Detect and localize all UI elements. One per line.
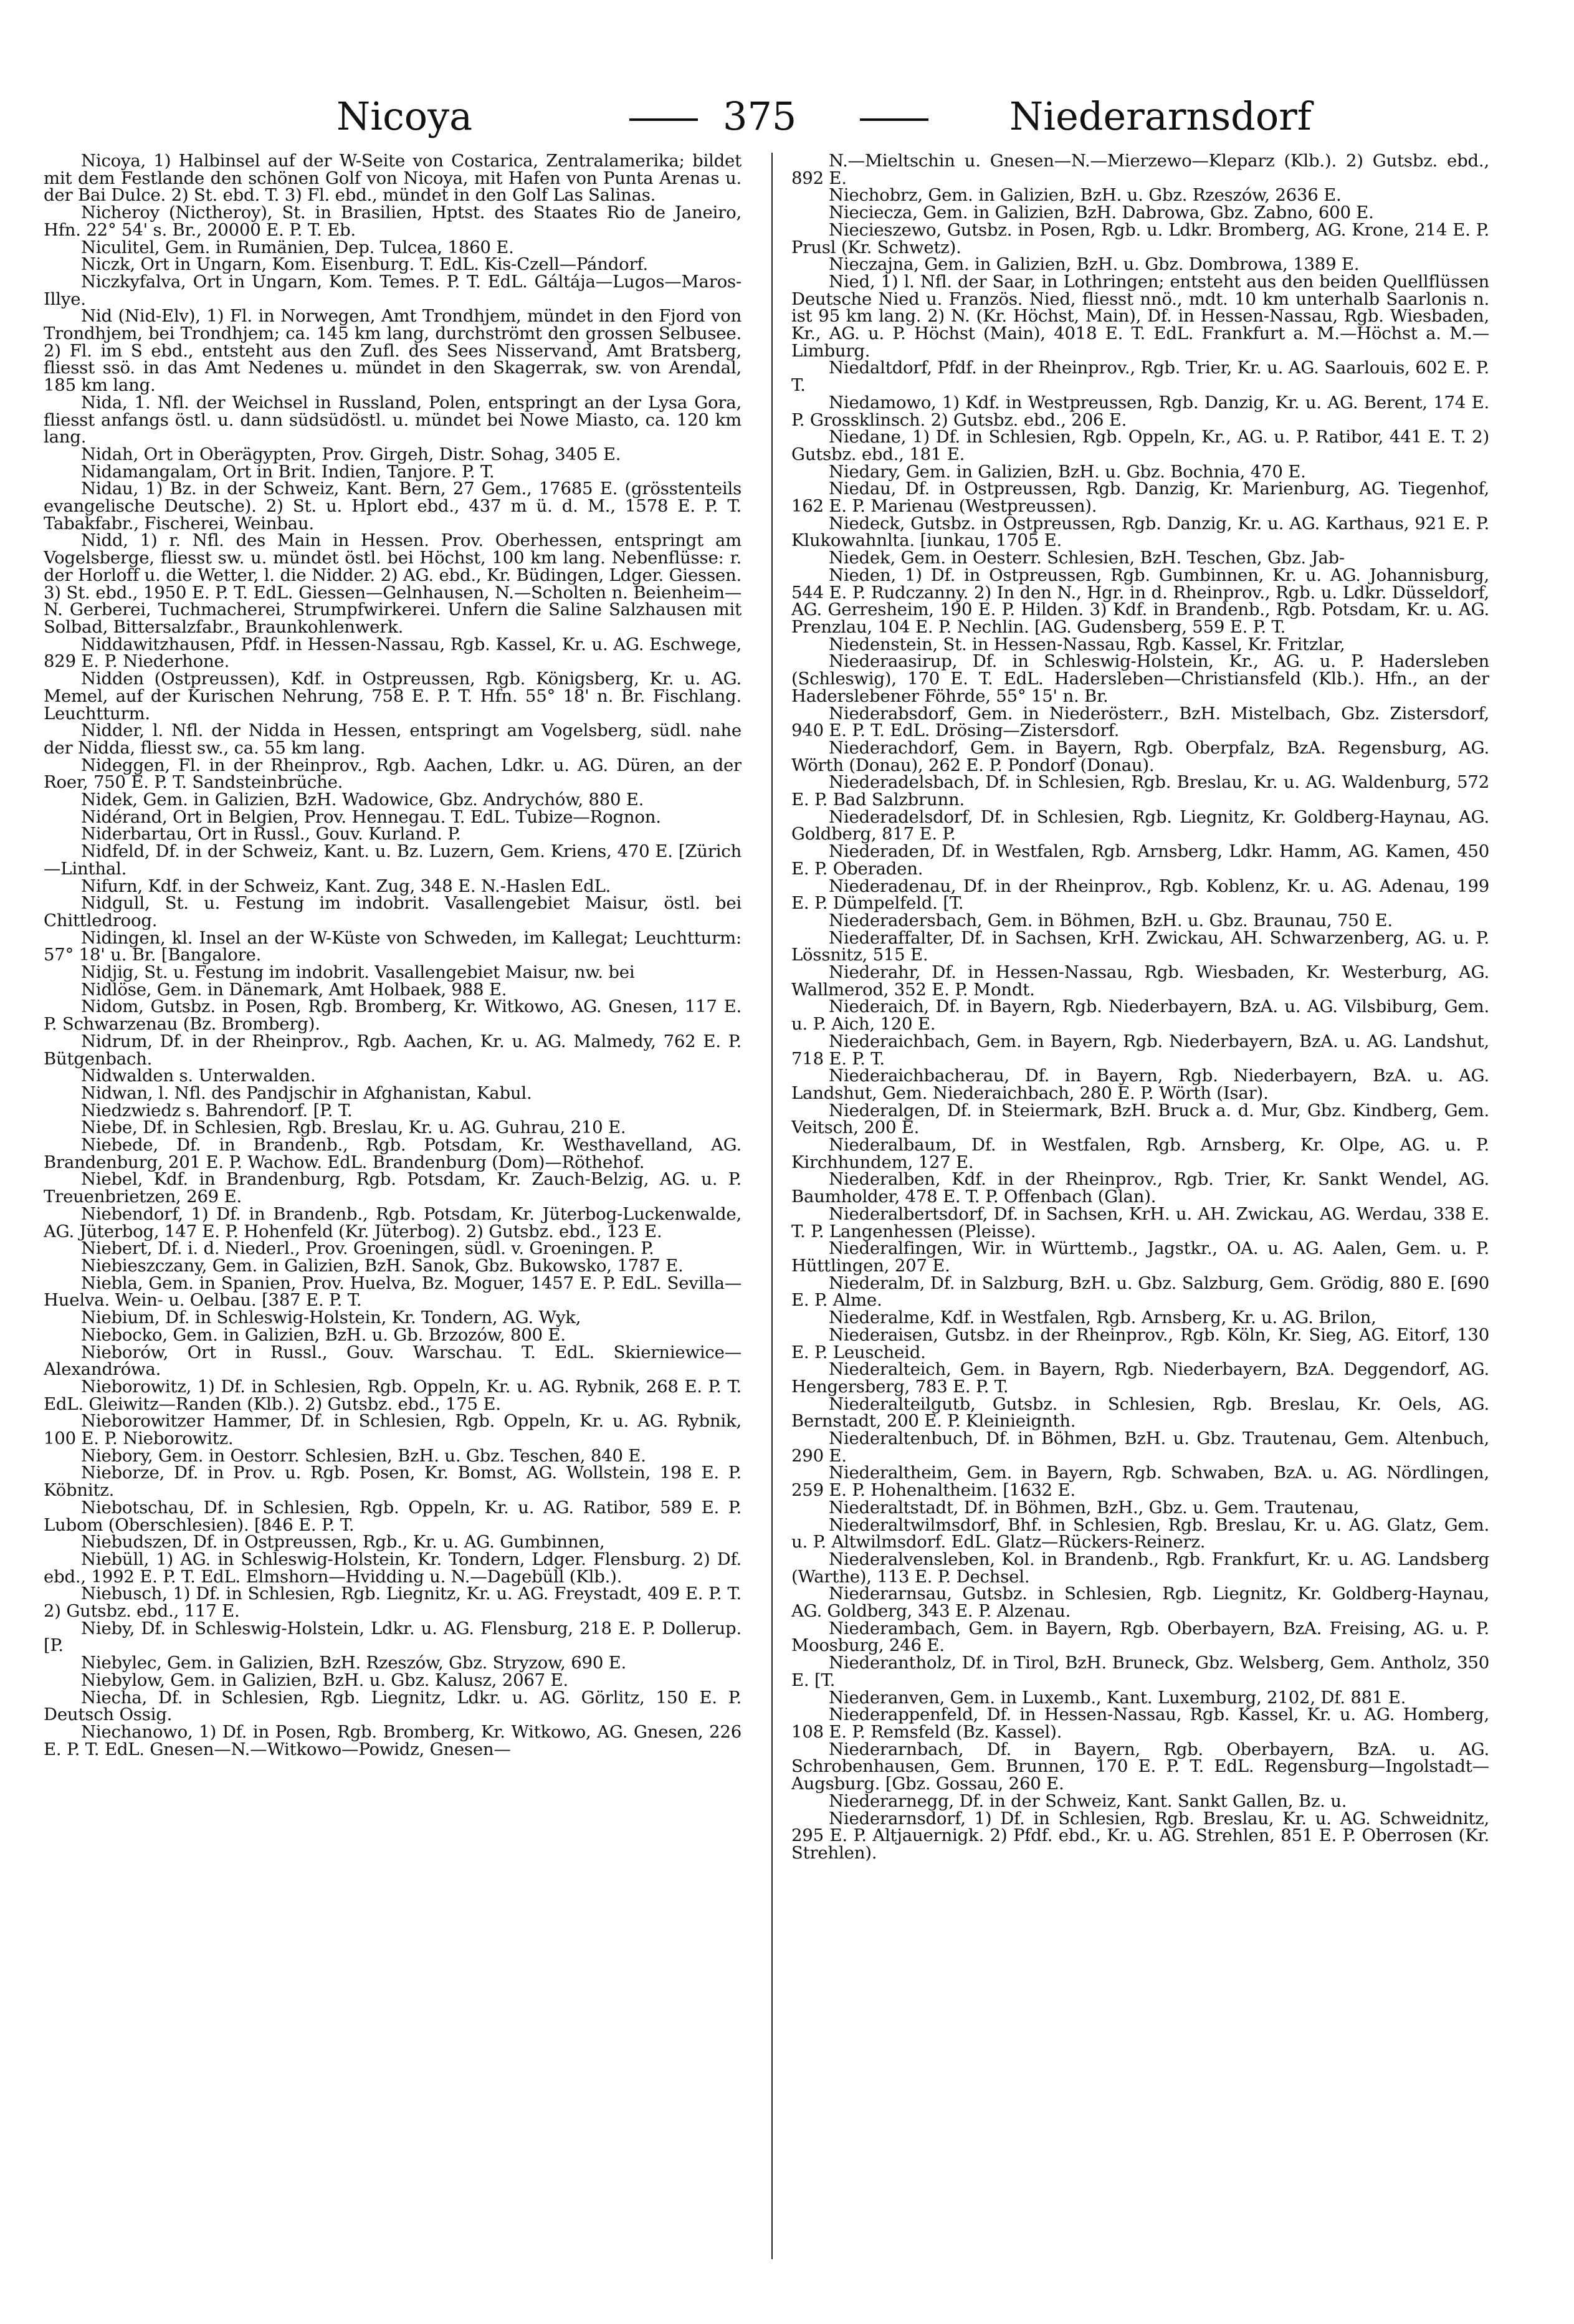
dictionary-entry: Niedau, Df. in Ostpreussen, Rgb. Danzig, Kr. Marienburg, AG. Tiegenhof, 162 E. P. Marienau (Westpreussen). bbox=[791, 479, 1489, 517]
dictionary-entry: Niederaden, Df. in Westfalen, Rgb. Arnsberg, Ldkr. Hamm, AG. Kamen, 450 E. P. Oberaden. bbox=[791, 841, 1489, 879]
right-column bbox=[791, 153, 1489, 2259]
dictionary-entry: Niczkyfalva, Ort in Ungarn, Kom. Temes. P. T. EdL. Gáltája—Lugos—Maros-Illye. bbox=[44, 271, 742, 309]
dictionary-entry: Niebüll, 1) AG. in Schleswig-Holstein, Kr. Tondern, Ldger. Flensburg. 2) Df. ebd., 1992 E. P. T. EdL. Elmshorn—Hvidding u. N.—Dagebüll (Klb.). bbox=[44, 1549, 742, 1587]
dictionary-entry: Niebert, Df. i. d. Niederl., Prov. Groeningen, südl. v. Groeningen. P. bbox=[81, 1238, 654, 1259]
dictionary-entry: Niedenstein, St. in Hessen-Nassau, Rgb. Kassel, Kr. Fritzlar, bbox=[829, 634, 1345, 654]
dictionary-entry: Nidgull, St. u. Festung im indobrit. Vasallengebiet Maisur, östl. bei Chittledroog. bbox=[44, 893, 742, 930]
dictionary-entry: Niebendorf, 1) Df. in Brandenb., Rgb. Potsdam, Kr. Jüterbog-Luckenwalde, AG. Jüterbog, 147 E. P. Hohenfeld (Kr. Jüterbog). 2) Gutsbz. ebd., 123 E. bbox=[44, 1203, 742, 1241]
dictionary-entry: Niebylow, Gem. in Galizien, BzH. u. Gbz. Kalusz, 2067 E. bbox=[81, 1670, 568, 1690]
dictionary-entry: Niederadenau, Df. in der Rheinprov., Rgb. Koblenz, Kr. u. AG. Adenau, 199 E. P. Dümpelfeld. [T. bbox=[791, 876, 1489, 914]
dictionary-entry: Niederalme, Kdf. in Westfalen, Rgb. Arnsberg, Kr. u. AG. Brilon, bbox=[829, 1308, 1376, 1328]
dictionary-entry: Niecieczа, Gem. in Galizien, BzH. Dabrowa, Gbz. Zabno, 600 E. bbox=[829, 203, 1374, 223]
dictionary-entry: Nidjig, St. u. Festung im indobrit. Vasallengebiet Maisur, nw. bei bbox=[81, 962, 635, 983]
dictionary-entry: Niederaasirup, Df. in Schleswig-Holstein, Kr., AG. u. P. Hadersleben (Schleswig), 170 E. T. EdL. Hadersleben—Christiansfeld (Klb.). Hfn., an der Haderslebener Föhrde, 55° 15' n. Br. bbox=[791, 651, 1489, 706]
dictionary-entry: Nidwalden s. Unterwalden. bbox=[81, 1066, 316, 1086]
dictionary-entry: Nidérand, Ort in Belgien, Prov. Hennegau. T. EdL. Tubize—Rognon. bbox=[81, 806, 661, 827]
left-running-head: Nicoya bbox=[336, 93, 473, 139]
dash-right bbox=[860, 118, 928, 121]
dictionary-entry: Niebusch, 1) Df. in Schlesien, Rgb. Liegnitz, Kr. u. AG. Freystadt, 409 E. P. T. 2) Gutsbz. ebd., 117 E. bbox=[44, 1584, 742, 1622]
dictionary-entry: Niederaltenbuch, Df. in Böhmen, BzH. u. Gbz. Trautenau, Gem. Altenbuch, 290 E. bbox=[791, 1428, 1489, 1466]
dictionary-entry: Niederarnbach, Df. in Bayern, Rgb. Oberbayern, BzA. u. AG. Schrobenhausen, Gem. Brunnen, 170 E. P. T. EdL. Regensburg—Ingolstadt—Augsburg. [Gbz. Gossau, 260 E. bbox=[791, 1739, 1489, 1794]
dictionary-entry: Niedamowo, 1) Kdf. in Westpreussen, Rgb. Danzig, Kr. u. AG. Berent, 174 E. P. Grossklinsch. 2) Gutsbz. ebd., 206 E. bbox=[791, 392, 1489, 430]
dictionary-entry: Niederaisen, Gutsbz. in der Rheinprov., Rgb. Köln, Kr. Sieg, AG. Eitorf, 130 E. P. Leuscheid. bbox=[791, 1324, 1489, 1362]
dictionary-entry: Nidamangalam, Ort in Brit. Indien, Tanjore. P. T. bbox=[81, 461, 495, 482]
dictionary-entry: Nideggen, Fl. in der Rheinprov., Rgb. Aachen, Ldkr. u. AG. Düren, an der Roer, 750 E. P. T. Sandsteinbrüche. bbox=[44, 755, 742, 793]
dictionary-entry: Niebudszen, Df. in Ostpreussen, Rgb., Kr. u. AG. Gumbinnen, bbox=[81, 1532, 605, 1552]
dictionary-entry: Nied, 1) l. Nfl. der Saar, in Lothringen; entsteht aus den beiden Quellflüssen Deutsche Nied u. Französ. Nied, fliesst nnö., mdt. 10 km unterhalb Saarlonis n. ist 95 km lang. 2) N. (Kr. Höchst, Main), Df. in Hessen-Nassau, Rgb. Wiesbaden, Kr., AG. u. P. Höchst (Main), 4018 E. T. EdL. Frankfurt a. M.—Höchst a. M.—Limburg. bbox=[791, 271, 1489, 361]
dictionary-entry: Niedaltdorf, Pfdf. in der Rheinprov., Rgb. Trier, Kr. u. AG. Saarlouis, 602 E. P. T. bbox=[791, 358, 1489, 396]
dictionary-entry: Niederachdorf, Gem. in Bayern, Rgb. Oberpfalz, BzA. Regensburg, AG. Wörth (Donau), 262 E. P. Pondorf (Donau). bbox=[791, 737, 1489, 775]
dictionary-entry: Nidden (Ostpreussen), Kdf. in Ostpreussen, Rgb. Königsberg, Kr. u. AG. Memel, auf der Kurischen Nehrung, 758 E. P. T. Hfn. 55° 18' n. Br. Fischlang. Leuchtturm. bbox=[44, 669, 742, 724]
dictionary-entry: Nidwan, l. Nfl. des Pandjschir in Afghanistan, Kabul. bbox=[81, 1083, 532, 1103]
dictionary-entry: Niecieszewo, Gutsbz. in Posen, Rgb. u. Ldkr. Bromberg, AG. Krone, 214 E. P. Prusl (Kr. Schwetz). bbox=[791, 219, 1489, 257]
dictionary-entry: Nicheroy (Nictheroy), St. in Brasilien, Hptst. des Staates Rio de Janeiro, Hfn. 22° 54' s. Br., 20000 E. P. T. Eb. bbox=[44, 203, 742, 240]
dictionary-entry: Nidau, 1) Bz. in der Schweiz, Kant. Bern, 27 Gem., 17685 E. (grösstenteils evangelische Deutsche). 2) St. u. Hplort ebd., 437 m ü. d. M., 1578 E. P. T. Tabakfabr., Fischerei, Weinbau. bbox=[44, 479, 742, 533]
dictionary-entry: Niechanowo, 1) Df. in Posen, Rgb. Bromberg, Kr. Witkowo, AG. Gnesen, 226 E. P. T. EdL. Gnesen—N.—Witkowo—Powidz, Gnesen— bbox=[44, 1721, 742, 1759]
dictionary-entry: Niederalfingen, Wir. in Württemb., Jagstkr., OA. u. AG. Aalen, Gem. u. P. Hüttlingen, 207 E. bbox=[791, 1238, 1489, 1276]
dictionary-entry: Nidah, Ort in Oberägypten, Prov. Girgeh, Distr. Sohag, 3405 E. bbox=[81, 444, 621, 464]
dictionary-entry: Niederaltwilmsdorf, Bhf. in Schlesien, Rgb. Breslau, Kr. u. AG. Glatz, Gem. u. P. Altwilmsdorf. EdL. Glatz—Rückers-Reinerz. bbox=[791, 1514, 1489, 1552]
dictionary-entry: Niederaichbacherau, Df. in Bayern, Rgb. Niederbayern, BzA. u. AG. Landshut, Gem. Niederaichbach, 280 E. P. Wörth (Isar). bbox=[791, 1066, 1489, 1103]
dictionary-entry: Niederadelsbach, Df. in Schlesien, Rgb. Breslau, Kr. u. AG. Waldenburg, 572 E. P. Bad Salzbrunn. bbox=[791, 772, 1489, 810]
dictionary-entry: N.—Mieltschin u. Gnesen—N.—Mierzewo—Kleparz (Klb.). 2) Gutsbz. ebd., 892 E. bbox=[791, 153, 1489, 188]
dictionary-entry: Niederaichbach, Gem. in Bayern, Rgb. Niederbayern, BzA. u. AG. Landshut, 718 E. P. T. bbox=[791, 1031, 1489, 1069]
dictionary-entry: Niczk, Ort in Ungarn, Kom. Eisenburg. T. EdL. Kis-Czell—Pándorf. bbox=[81, 254, 648, 275]
column-divider bbox=[771, 153, 773, 2259]
dictionary-entry: Nidingen, kl. Insel an der W-Küste von Schweden, im Kallegat; Leuchtturm: 57° 18' u. Br. [Bangalore. bbox=[44, 927, 742, 965]
dictionary-entry: Nieczajna, Gem. in Galizien, BzH. u. Gbz. Dombrowa, 1389 E. bbox=[829, 254, 1360, 275]
dictionary-entry: Nieborze, Df. in Prov. u. Rgb. Posen, Kr. Bomst, AG. Wollstein, 198 E. P. Köbnitz. bbox=[44, 1463, 742, 1501]
dictionary-entry: Niederalben, Kdf. in der Rheinprov., Rgb. Trier, Kr. Sankt Wendel, AG. Baumholder, 478 E. T. P. Offenbach (Glan). bbox=[791, 1169, 1489, 1207]
dictionary-entry: Nieborów, Ort in Russl., Gouv. Warschau. T. EdL. Skierniewice—Alexandrówa. bbox=[44, 1342, 742, 1380]
dictionary-entry: Niebocko, Gem. in Galizien, BzH. u. Gb. Brzozów, 800 E. bbox=[81, 1324, 566, 1345]
dictionary-entry: Niebium, Df. in Schleswig-Holstein, Kr. Tondern, AG. Wyk, bbox=[81, 1308, 581, 1328]
dictionary-entry: Niederalbaum, Df. in Westfalen, Rgb. Arnsberg, Kr. Olpe, AG. u. P. Kirchhundem, 127 E. bbox=[791, 1135, 1489, 1172]
dictionary-entry: Niebe, Df. in Schlesien, Rgb. Breslau, Kr. u. AG. Guhrau, 210 E. bbox=[81, 1117, 626, 1138]
dictionary-entry: Niedeck, Gutsbz. in Ostpreussen, Rgb. Danzig, Kr. u. AG. Karthaus, 921 E. P. Klukowahnlta. [iunkau, 1705 E. bbox=[791, 513, 1489, 551]
dictionary-entry: Nieden, 1) Df. in Ostpreussen, Rgb. Gumbinnen, Kr. u. AG. Johannisburg, 544 E. P. Rudczanny. 2) In den N., Hgr. in d. Rheinprov., Rgb. u. Ldkr. Düsseldorf, AG. Gerresheim, 190 E. P. Hilden. 3) Kdf. in Brandenb., Rgb. Potsdam, Kr. u. AG. Prenzlau, 104 E. P. Nechlin. [AG. Gudensberg, 559 E. P. T. bbox=[791, 565, 1489, 637]
dictionary-entry: Niedane, 1) Df. in Schlesien, Rgb. Oppeln, Kr., AG. u. P. Ratibor, 441 E. T. 2) Gutsbz. ebd., 181 E. bbox=[791, 427, 1489, 464]
dictionary-entry: Niederalteich, Gem. in Bayern, Rgb. Niederbayern, BzA. Deggendorf, AG. Hengersberg, 783 E. P. T. bbox=[791, 1359, 1489, 1397]
dictionary-entry: Nida, 1. Nfl. der Weichsel in Russland, Polen, entspringt an der Lysa Gora, fliesst anfangs östl. u. dann südsüdöstl. u. mündet bei Nowe Miasto, ca. 120 km lang. bbox=[44, 392, 742, 447]
dictionary-entry: Niederahr, Df. in Hessen-Nassau, Rgb. Wiesbaden, Kr. Westerburg, AG. Wallmerod, 352 E. P. Mondt. bbox=[791, 962, 1489, 1000]
dictionary-entry: Niebieszczany, Gem. in Galizien, BzH. Sanok, Gbz. Bukowsko, 1787 E. bbox=[81, 1256, 684, 1276]
dictionary-entry: Niederabsdorf, Gem. in Niederösterr., BzH. Mistelbach, Gbz. Zistersdorf, 940 E. P. T. EdL. Drösing—Zistersdorf. bbox=[791, 703, 1489, 741]
dictionary-entry: Niederalteilgutb, Gutsbz. in Schlesien, Rgb. Breslau, Kr. Oels, AG. Bernstadt, 200 E. P. Kleinieignth. bbox=[791, 1394, 1489, 1432]
dictionary-entry: Nieborowitzer Hammer, Df. in Schlesien, Rgb. Oppeln, Kr. u. AG. Rybnik, 100 E. P. Nieborowitz. bbox=[44, 1411, 742, 1449]
right-running-head: Niederarnsdorf bbox=[1009, 93, 1312, 139]
dictionary-entry: Niederarnegg, Df. in der Schweiz, Kant. Sankt Gallen, Bz. u. bbox=[829, 1791, 1347, 1811]
dictionary-entry: Niebede, Df. in Brandenb., Rgb. Potsdam, Kr. Westhavelland, AG. Brandenburg, 201 E. P. Wachow. EdL. Brandenburg (Dom)—Röthehof. bbox=[44, 1135, 742, 1172]
dictionary-entry: Niederaltstadt, Df. in Böhmen, BzH., Gbz. u. Gem. Trautenau, bbox=[829, 1497, 1360, 1518]
dictionary-entry: Niedek, Gem. in Oesterr. Schlesien, BzH. Teschen, Gbz. Jab- bbox=[829, 548, 1345, 568]
dictionary-entry: Niederalm, Df. in Salzburg, BzH. u. Gbz. Salzburg, Gem. Grödig, 880 E. [690 E. P. Alme. bbox=[791, 1273, 1489, 1311]
dictionary-entry: Niederadersbach, Gem. in Böhmen, BzH. u. Gbz. Braunau, 750 E. bbox=[829, 910, 1393, 930]
dictionary-entry: Niederambach, Gem. in Bayern, Rgb. Oberbayern, BzA. Freising, AG. u. P. Moosburg, 246 E. bbox=[791, 1618, 1489, 1656]
dictionary-entry: Niederalbertsdorf, Df. in Sachsen, KrH. u. AH. Zwickau, AG. Werdau, 338 E. T. P. Langenhessen (Pleisse). bbox=[791, 1203, 1489, 1241]
dictionary-entry: Nidder, l. Nfl. der Nidda in Hessen, entspringt am Vogelsberg, südl. nahe der Nidda, fliesst sw., ca. 55 km lang. bbox=[44, 720, 742, 758]
dictionary-entry: Niederappenfeld, Df. in Hessen-Nassau, Rgb. Kassel, Kr. u. AG. Homberg, 108 E. P. Remsfeld (Bz. Kassel). bbox=[791, 1705, 1489, 1742]
dictionary-entry: Niederaffalter, Df. in Sachsen, KrH. Zwickau, AH. Schwarzenberg, AG. u. P. Lössnitz, 515 E. bbox=[791, 927, 1489, 965]
dictionary-entry: Niebory, Gem. in Oestorr. Schlesien, BzH. u. Gbz. Teschen, 840 E. bbox=[81, 1445, 646, 1466]
dictionary-entry: Nifurn, Kdf. in der Schweiz, Kant. Zug, 348 E. N.-Haslen EdL. bbox=[81, 876, 611, 896]
dictionary-entry: Niebotschau, Df. in Schlesien, Rgb. Oppeln, Kr. u. AG. Ratibor, 589 E. P. Lubom (Oberschlesien). [846 E. P. T. bbox=[44, 1497, 742, 1535]
page-header bbox=[274, 93, 1333, 162]
page-number: 375 bbox=[723, 93, 797, 139]
dictionary-entry: Nidrum, Df. in der Rheinprov., Rgb. Aachen, Kr. u. AG. Malmedy, 762 E. P. Bütgenbach. bbox=[44, 1031, 742, 1069]
dictionary-entry: Nieby, Df. in Schleswig-Holstein, Ldkr. u. AG. Flensburg, 218 E. P. Dollerup. [P. bbox=[44, 1618, 742, 1656]
dictionary-entry: Niederalgen, Df. in Steiermark, BzH. Bruck a. d. Mur, Gbz. Kindberg, Gem. Veitsch, 200 E. bbox=[791, 1100, 1489, 1138]
dictionary-entry: Nicoya, 1) Halbinsel auf der W-Seite von Costarica, Zentralamerika; bildet mit dem Festlande den schönen Golf von Nicoya, mit Hafen von Punta Arenas u. der Bai Dulce. 2) St. ebd. T. 3) Fl. ebd., mündet in den Golf Las Salinas. bbox=[44, 153, 742, 206]
dictionary-entry: Nidek, Gem. in Galizien, BzH. Wadowice, Gbz. Andrychów, 880 E. bbox=[81, 790, 644, 810]
dictionary-entry: Niddawitzhausen, Pfdf. in Hessen-Nassau, Rgb. Kassel, Kr. u. AG. Eschwege, 829 E. P. Niederhone. bbox=[44, 634, 742, 672]
dictionary-entry: Nidd, 1) r. Nfl. des Main in Hessen. Prov. Oberhessen, entspringt am Vogelsberge, fliesst sw. u. mündet östl. bei Höchst, 100 km lang. Nebenflüsse: r. der Horloff u. die Wetter, l. die Nidder. 2) AG. ebd., Kr. Büdingen, Ldger. Giessen. 3) St. ebd., 1950 E. P. T. EdL. Giessen—Gelnhausen, N.—Scholten n. Beienheim—N. Gerberei, Tuchmacherei, Strumpfwirkerei. Unfern die Saline Salzhausen mit Solbad, Bittersalzfabr., Braunkohlenwerk. bbox=[44, 530, 742, 637]
dictionary-entry: Nidfeld, Df. in der Schweiz, Kant. u. Bz. Luzern, Gem. Kriens, 470 E. [Zürich—Linthal. bbox=[44, 841, 742, 879]
dictionary-entry: Niedary, Gem. in Galizien, BzH. u. Gbz. Bochnia, 470 E. bbox=[829, 461, 1306, 482]
dictionary-entry: Niderbartau, Ort in Russl., Gouv. Kurland. P. bbox=[81, 824, 461, 844]
dictionary-entry: Nieborowitz, 1) Df. in Schlesien, Rgb. Oppeln, Kr. u. AG. Rybnik, 268 E. P. T. EdL. Gleiwitz—Randen (Klb.). 2) Gutsbz. ebd., 175 E. bbox=[44, 1376, 742, 1414]
dictionary-entry: Niederanven, Gem. in Luxemb., Kant. Luxemburg, 2102, Df. 881 E. bbox=[829, 1687, 1406, 1708]
dictionary-entry: Niecha, Df. in Schlesien, Rgb. Liegnitz, Ldkr. u. AG. Görlitz, 150 E. P. Deutsch Ossig. bbox=[44, 1687, 742, 1725]
dictionary-entry: Niederaltheim, Gem. in Bayern, Rgb. Schwaben, BzA. u. AG. Nördlingen, 259 E. P. Hohenaltheim. [1632 E. bbox=[791, 1463, 1489, 1501]
dictionary-entry: Nidom, Gutsbz. in Posen, Rgb. Bromberg, Kr. Witkowo, AG. Gnesen, 117 E. P. Schwarzenau (Bz. Bromberg). bbox=[44, 997, 742, 1035]
dictionary-entry: Niederarnsdorf, 1) Df. in Schlesien, Rgb. Breslau, Kr. u. AG. Schweidnitz, 295 E. P. Altjauernigk. 2) Pfdf. ebd., Kr. u. AG. Strehlen, 851 E. P. Oberrosen (Kr. Strehlen). bbox=[791, 1808, 1489, 1863]
dash-left bbox=[629, 118, 698, 121]
dictionary-entry: Niebylec, Gem. in Galizien, BzH. Rzeszów, Gbz. Stryzow, 690 E. bbox=[81, 1653, 627, 1673]
dictionary-entry: Niederadelsdorf, Df. in Schlesien, Rgb. Liegnitz, Kr. Goldberg-Haynau, AG. Goldberg, 817 E. P. bbox=[791, 806, 1489, 844]
dictionary-entry: Niederalvensleben, Kol. in Brandenb., Rgb. Frankfurt, Kr. u. AG. Landsberg (Warthe), 113 E. P. Dechsel. bbox=[791, 1549, 1489, 1587]
dictionary-entry: Niederantholz, Df. in Tirol, BzH. Bruneck, Gbz. Welsberg, Gem. Antholz, 350 E. [T. bbox=[791, 1653, 1489, 1690]
dictionary-entry: Niebla, Gem. in Spanien, Prov. Huelva, Bz. Moguer, 1457 E. P. EdL. Sevilla—Huelva. Wein- u. Oelbau. [387 E. P. T. bbox=[44, 1273, 742, 1311]
dictionary-entry: Niebel, Kdf. in Brandenburg, Rgb. Potsdam, Kr. Zauch-Belzig, AG. u. P. Treuenbrietzen, 269 E. bbox=[44, 1169, 742, 1207]
left-column bbox=[44, 153, 742, 2259]
dictionary-entry: Niculitel, Gem. in Rumänien, Dep. Tulcea, 1860 E. bbox=[81, 237, 514, 257]
dictionary-entry: Niedzwiedz s. Bahrendorf. [P. T. bbox=[81, 1100, 353, 1121]
dictionary-entry: Nidlöse, Gem. in Dänemark, Amt Holbaek, 988 E. bbox=[81, 979, 507, 1000]
dictionary-entry: Nid (Nid-Elv), 1) Fl. in Norwegen, Amt Trondhjem, mündet in den Fjord von Trondhjem, bei Trondhjem; ca. 145 km lang, durchströmt den grossen Selbusee. 2) Fl. im S ebd., entsteht aus den Zufl. des Sees Nisservand, Amt Bratsberg, fliesst ssö. in das Amt Nedenes u. mündet in den Skagerrak, sw. von Arendal, 185 km lang. bbox=[44, 306, 742, 396]
dictionary-entry: Niechobrz, Gem. in Galizien, BzH. u. Gbz. Rzeszów, 2636 E. bbox=[829, 185, 1342, 206]
dictionary-entry: Niederarnsau, Gutsbz. in Schlesien, Rgb. Liegnitz, Kr. Goldberg-Haynau, AG. Goldberg, 343 E. P. Alzenau. bbox=[791, 1584, 1489, 1622]
dictionary-entry: Niederaich, Df. in Bayern, Rgb. Niederbayern, BzA. u. AG. Vilsbiburg, Gem. u. P. Aich, 120 E. bbox=[791, 997, 1489, 1035]
